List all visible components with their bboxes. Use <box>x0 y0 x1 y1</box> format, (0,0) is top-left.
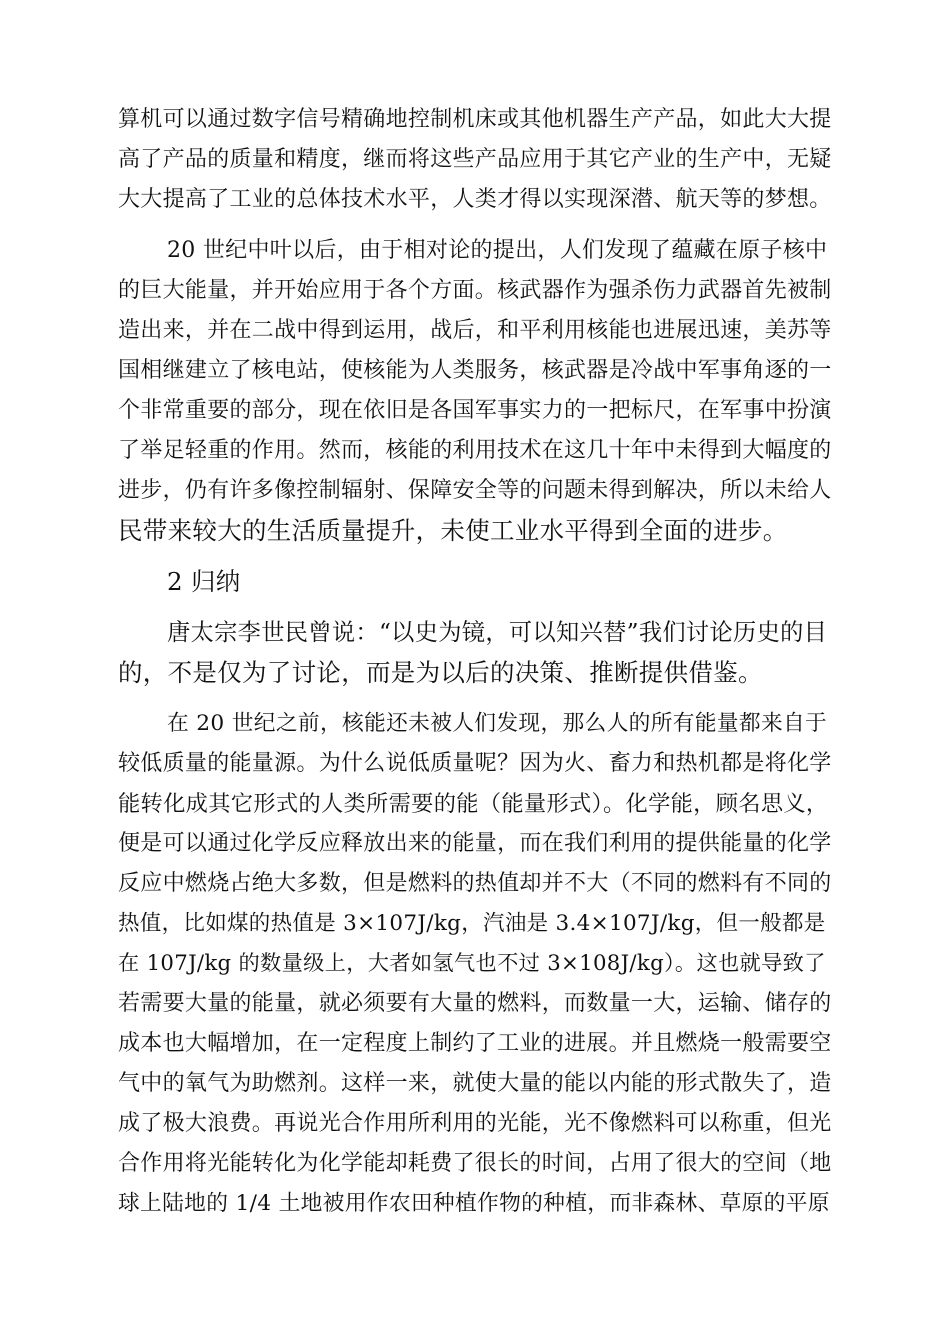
text-line: 国相继建立了核电站，使核能为人类服务，核武器是冷战中军事角逐的一 <box>118 358 832 383</box>
text-line: 成了极大浪费。再说光合作用所利用的光能，光不像燃料可以称重，但光 <box>118 1111 832 1136</box>
text-line: 反应中燃烧占绝大多数，但是燃料的热值却并不大（不同的燃料有不同的 <box>118 871 832 896</box>
text-line: 便是可以通过化学反应释放出来的能量，而在我们利用的提供能量的化学 <box>118 831 832 856</box>
paragraph <box>118 231 832 551</box>
text-line: 进步，仍有许多像控制辐射、保障安全等的问题未得到解决，所以未给人 <box>118 478 832 503</box>
text-line: 的巨大能量，并开始应用于各个方面。核武器作为强杀伤力武器首先被制 <box>118 278 832 303</box>
text-line: 能转化成其它形式的人类所需要的能（能量形式）。化学能，顾名思义， <box>118 791 829 817</box>
text-line: 若需要大量的能量，就必须要有大量的燃料，而数量一大，运输、储存的 <box>118 991 832 1016</box>
text-line: 高了产品的质量和精度，继而将这些产品应用于其它产业的生产中，无疑 <box>118 147 832 172</box>
text-line: 较低质量的能量源。为什么说低质量呢？因为火、畜力和热机都是将化学 <box>118 751 832 776</box>
text-line: 成本也大幅增加，在一定程度上制约了工业的进展。并且燃烧一般需要空 <box>118 1031 832 1056</box>
text-line: 民带来较大的生活质量提升，未使工业水平得到全面的进步。 <box>118 516 788 545</box>
text-line: 个非常重要的部分，现在依旧是各国军事实力的一把标尺，在军事中扮演 <box>118 398 832 423</box>
text-line: 热值，比如煤的热值是 3×107J/kg，汽油是 3.4×107J/kg，但一般都是 <box>118 911 826 936</box>
text-line: 气中的氧气为助燃剂。这样一来，就使大量的能以内能的形式散失了，造 <box>118 1071 832 1096</box>
text-line: 算机可以通过数字信号精确地控制机床或其他机器生产产品，如此大大提 <box>118 107 832 132</box>
text-line: 合作用将光能转化为化学能却耗费了很长的时间，占用了很大的空间（地 <box>118 1151 832 1176</box>
paragraph <box>118 704 832 1224</box>
text-line: 唐太宗李世民曾说：“以史为镜，可以知兴替”我们讨论历史的目 <box>167 619 828 646</box>
text-line: 造出来，并在二战中得到运用，战后，和平利用核能也进展迅速，美苏等 <box>118 318 832 343</box>
text-line: 20 世纪中叶以后，由于相对论的提出，人们发现了蕴藏在原子核中 <box>167 238 828 263</box>
paragraph <box>118 100 832 220</box>
document-body <box>118 100 832 1224</box>
text-line: 的，不是仅为了讨论，而是为以后的决策、推断提供借鉴。 <box>118 658 763 687</box>
text-line: 2 归纳 <box>167 567 241 596</box>
paragraph <box>118 613 832 693</box>
text-line: 在 107J/kg 的数量级上，大者如氢气也不过 3×108J/kg）。这也就导致了 <box>118 951 826 976</box>
text-line: 了举足轻重的作用。然而，核能的利用技术在这几十年中未得到大幅度的 <box>118 438 832 463</box>
text-line: 球上陆地的 1/4 土地被用作农田种植作物的种植，而非森林、草原的平原 <box>118 1191 830 1216</box>
text-line: 大大提高了工业的总体技术水平，人类才得以实现深潜、航天等的梦想。 <box>118 187 832 212</box>
text-line: 在 20 世纪之前，核能还未被人们发现，那么人的所有能量都来自于 <box>167 711 828 736</box>
paragraph <box>118 562 832 602</box>
